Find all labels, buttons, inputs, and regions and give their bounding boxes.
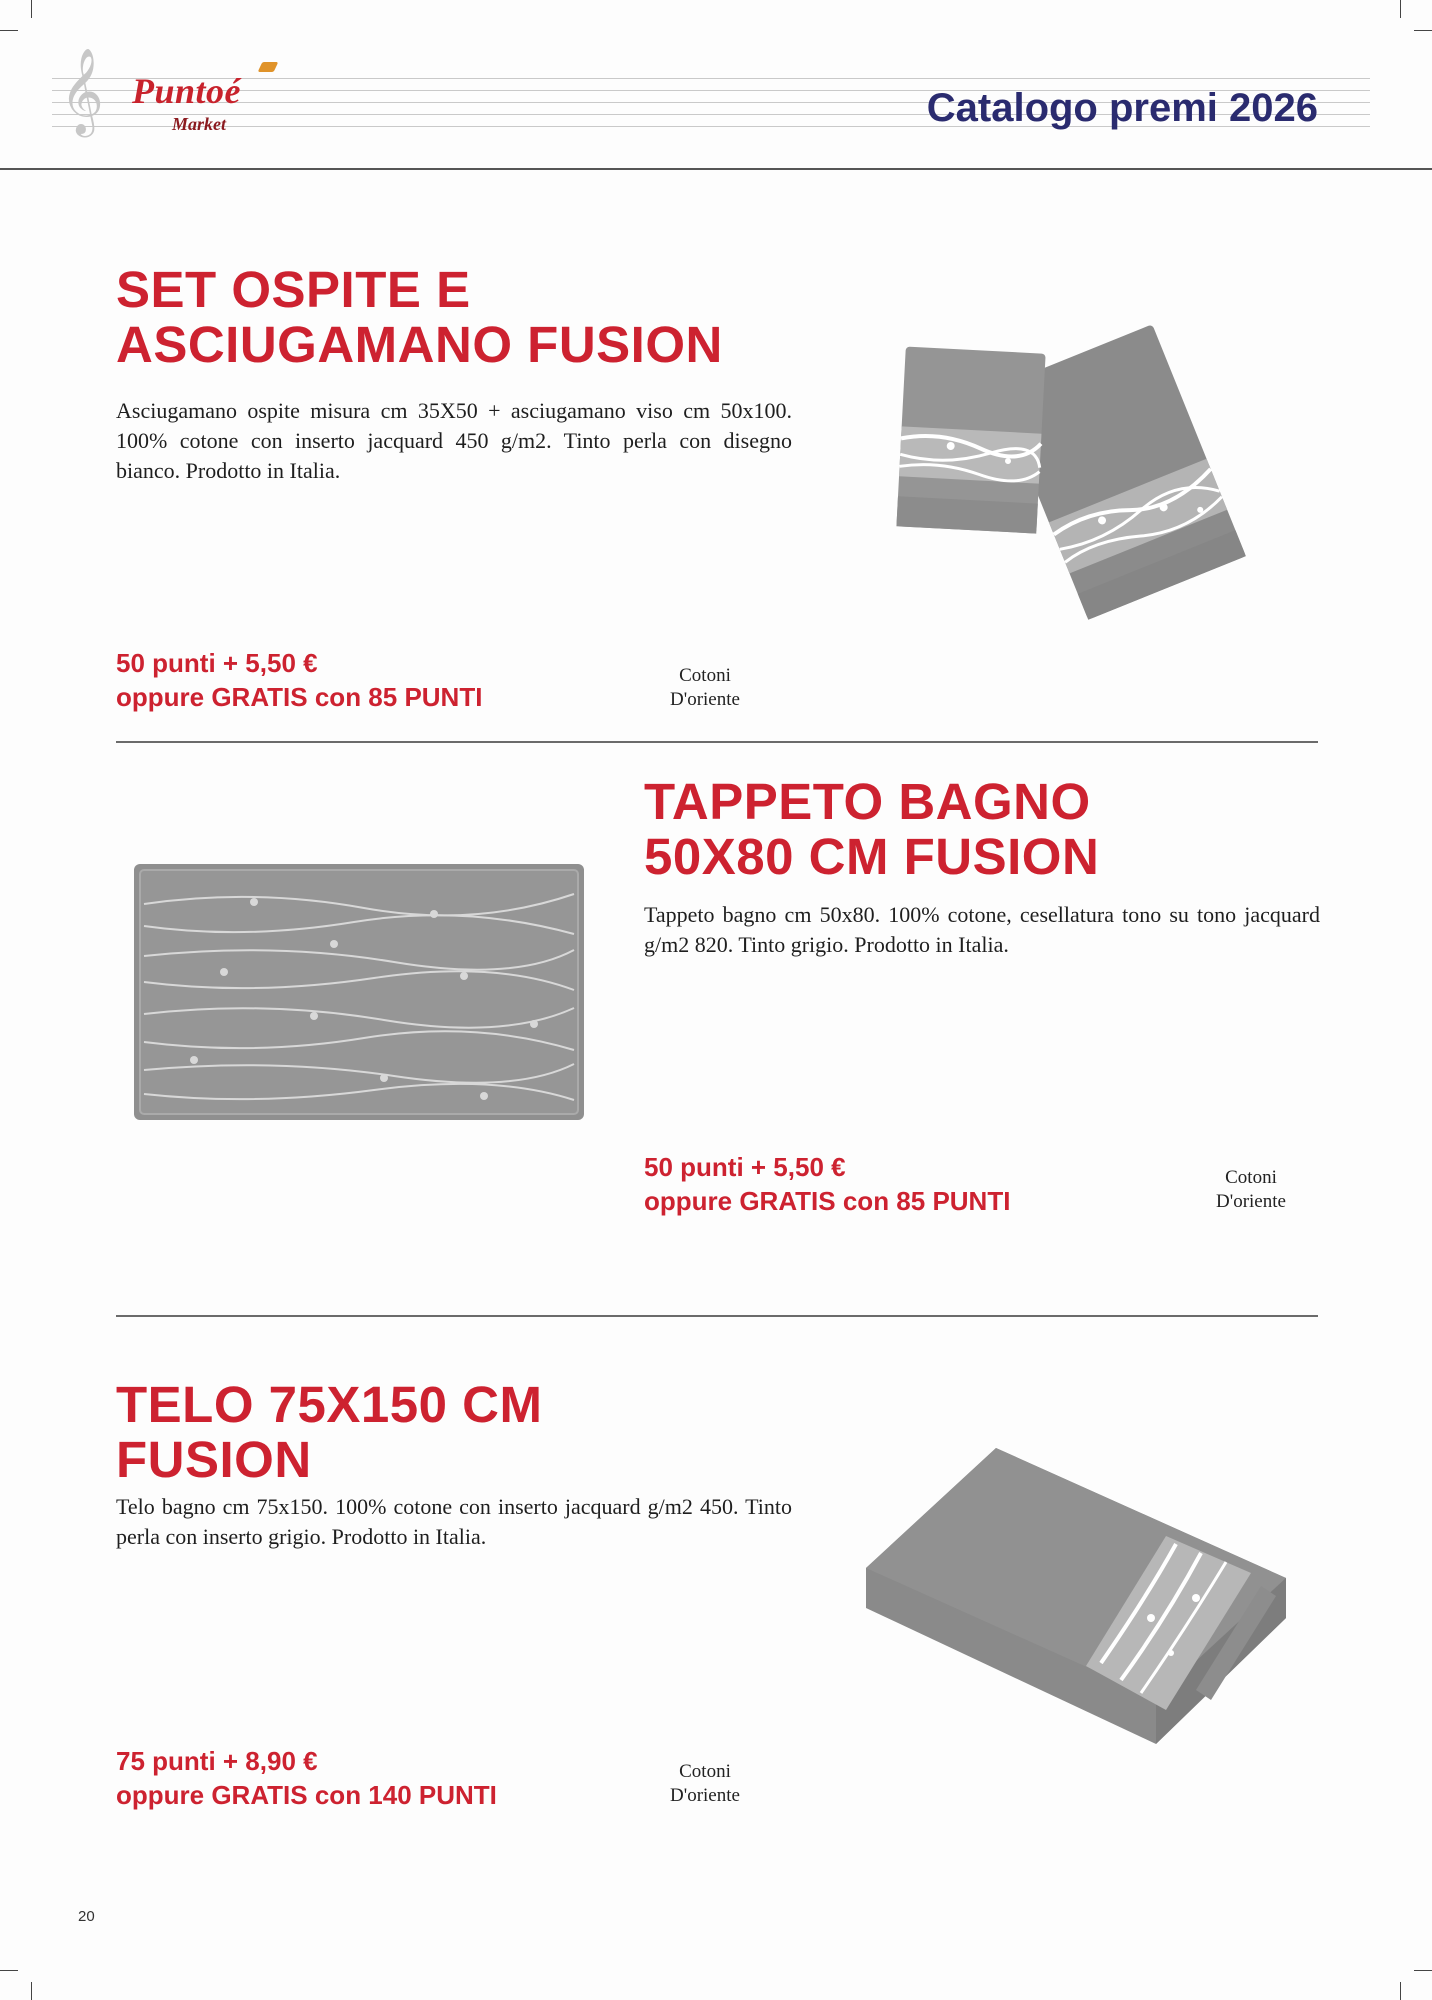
price-points-line: 75 punti + 8,90 € [116,1746,318,1776]
crop-mark [1400,1982,1401,2000]
store-logo[interactable] [132,62,292,142]
product-title [644,774,1099,884]
catalog-title: Catalogo premi 2026 [926,86,1318,130]
product-title-line: TAPPETO BAGNO [644,773,1091,830]
brand-line: Cotoni [679,665,731,686]
logo-main-text: Puntoé [132,71,242,111]
product-price [116,1744,497,1812]
treble-clef-icon: 𝄞 [60,48,104,134]
product-title-line: FUSION [116,1431,312,1488]
crop-mark [31,1982,32,2000]
brand-line: D'oriente [670,1785,740,1806]
product-title-line: TELO 75X150 CM [116,1376,543,1433]
header-divider [0,168,1432,170]
product-title [116,262,723,372]
crop-mark [0,1970,18,1971]
page-number: 20 [78,1908,95,1925]
crop-mark [1414,1970,1432,1971]
page-header [0,0,1432,170]
bath-mat-image [134,864,584,1120]
product-description: Telo bagno cm 75x150. 100% cotone con inserto jacquard g/m2 450. Tinto perla con inserto grigio. Prodotto in Italia. [116,1494,792,1549]
towel-set-image [880,310,1250,610]
brand-logo [650,1760,760,1808]
price-free-line: oppure GRATIS con 85 PUNTI [644,1186,1011,1216]
price-free-line: oppure GRATIS con 85 PUNTI [116,682,483,712]
product-title [116,1377,542,1487]
product-description: Asciugamano ospite misura cm 35X50 + asciugamano viso cm 50x100. 100% cotone con inserto jacquard 450 g/m2. Tinto perla con disegno bianco. Prodotto in Italia. [116,398,792,483]
brand-line: Cotoni [679,1761,731,1782]
bath-towel-image [866,1448,1286,1748]
section-divider [116,741,1318,743]
brand-logo [1196,1166,1306,1214]
brand-line: D'oriente [670,689,740,710]
product-title-line: 50X80 CM FUSION [644,828,1100,885]
product-price [644,1150,1010,1218]
price-free-line: oppure GRATIS con 140 PUNTI [116,1780,497,1810]
logo-sub-text: Market [172,114,226,134]
brand-line: D'oriente [1216,1191,1286,1212]
price-points-line: 50 punti + 5,50 € [116,648,318,678]
product-title-line: SET OSPITE E [116,261,471,318]
product-description: Tappeto bagno cm 50x80. 100% cotone, cesellatura tono su tono jacquard g/m2 820. Tinto grigio. Prodotto in Italia. [644,902,1320,957]
brand-logo [650,664,760,712]
logo-accent-icon [258,62,279,72]
product-price [116,646,482,714]
product-title-line: ASCIUGAMANO FUSION [116,316,723,373]
brand-line: Cotoni [1225,1167,1277,1188]
section-divider [116,1315,1318,1317]
price-points-line: 50 punti + 5,50 € [644,1152,846,1182]
